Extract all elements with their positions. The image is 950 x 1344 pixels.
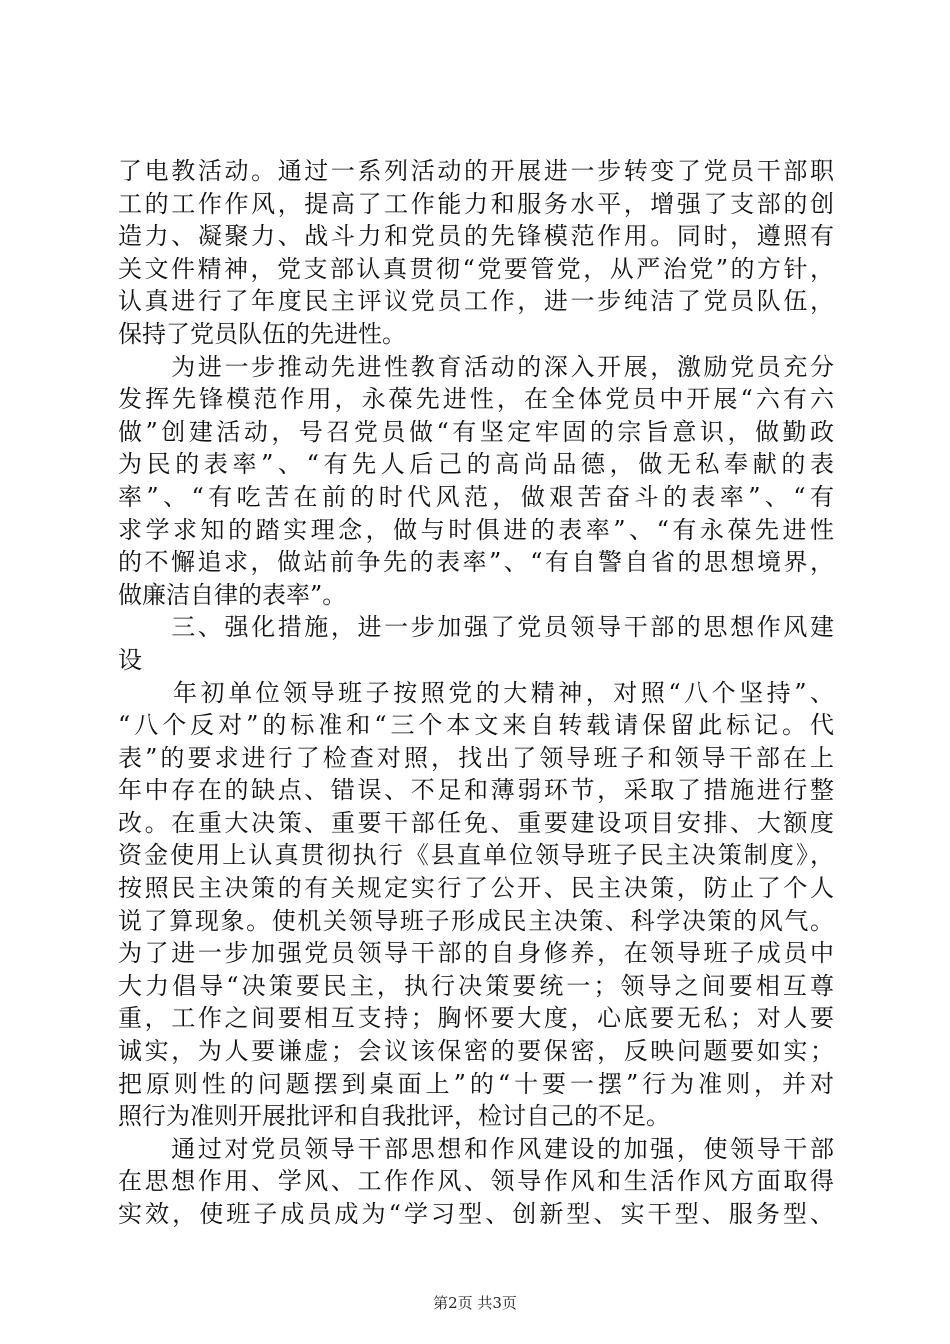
text-line: 求学求知的踏实理念，做与时俱进的表率”、“有永葆先进性 xyxy=(118,515,834,544)
text-line: 大力倡导“决策要民主，执行决策要统一；领导之间要相互尊 xyxy=(118,971,834,1000)
text-line: 做廉洁自律的表率”。 xyxy=(118,580,347,609)
text-line: 按照民主决策的有关规定实行了公开、民主决策，防止了个人 xyxy=(118,874,834,903)
text-line: 做”创建活动，号召党员做“有坚定牢固的宗旨意识，做勤政 xyxy=(118,417,834,446)
text-line: 为进一步推动先进性教育活动的深入开展，激励党员充分 xyxy=(118,352,834,381)
text-line: 年初单位领导班子按照党的大精神，对照“八个坚持”、 xyxy=(118,678,834,707)
text-line: 的不懈追求，做站前争先的表率”、“有自警自省的思想境界， xyxy=(118,548,834,577)
text-line: 工的工作作风，提高了工作能力和服务水平，增强了支部的创 xyxy=(118,189,834,218)
text-line: 说了算现象。使机关领导班子形成民主决策、科学决策的风气。 xyxy=(118,906,834,935)
text-line: 了电教活动。通过一系列活动的开展进一步转变了党员干部职 xyxy=(118,157,834,185)
text-line: 造力、凝聚力、战斗力和党员的先锋模范作用。同时，遵照有 xyxy=(118,222,834,251)
text-line: 年中存在的缺点、错误、不足和薄弱环节，采取了措施进行整 xyxy=(118,776,834,805)
text-line: 资金使用上认真贯彻执行《县直单位领导班子民主决策制度》， xyxy=(118,841,834,870)
text-line: 诚实，为人要谦虚；会议该保密的要保密，反映问题要如实； xyxy=(118,1037,834,1066)
document-body xyxy=(118,155,834,1231)
text-line: 重，工作之间要相互支持；胸怀要大度，心底要无私；对人要 xyxy=(118,1004,834,1033)
text-line: 设 xyxy=(118,645,142,674)
text-line: 把原则性的问题摆到桌面上”的“十要一摆”行为准则，并对 xyxy=(118,1069,834,1098)
page-footer: 第2页 共3页 xyxy=(433,1294,517,1312)
text-line: 发挥先锋模范作用，永葆先进性，在全体党员中开展“六有六 xyxy=(118,385,834,414)
text-line: 为了进一步加强党员领导干部的自身修养，在领导班子成员中 xyxy=(118,939,834,968)
text-line: 为民的表率”、“有先人后己的高尚品德，做无私奉献的表 xyxy=(118,450,834,479)
text-line: 三、强化措施，进一步加强了党员领导干部的思想作风建 xyxy=(118,613,834,642)
text-line: 照行为准则开展批评和自我批评，检讨自己的不足。 xyxy=(118,1102,670,1131)
text-line: 率”、“有吃苦在前的时代风范，做艰苦奋斗的表率”、“有 xyxy=(118,482,834,511)
text-line: 关文件精神，党支部认真贯彻“党要管党，从严治党”的方针， xyxy=(118,254,834,283)
text-line: 在思想作用、学风、工作作风、领导作风和生活作风方面取得 xyxy=(118,1167,834,1196)
text-line: “八个反对”的标准和“三个本文来自转载请保留此标记。代 xyxy=(118,711,834,740)
text-line: 表”的要求进行了检查对照，找出了领导班子和领导干部在上 xyxy=(118,743,834,772)
text-line: 通过对党员领导干部思想和作风建设的加强，使领导干部 xyxy=(118,1134,834,1163)
text-line: 保持了党员队伍的先进性。 xyxy=(118,319,406,348)
text-line: 认真进行了年度民主评议党员工作，进一步纯洁了党员队伍， xyxy=(118,287,834,316)
text-line: 改。在重大决策、重要干部任免、重要建设项目安排、大额度 xyxy=(118,808,834,837)
text-line: 实效，使班子成员成为“学习型、创新型、实干型、服务型、 xyxy=(118,1200,834,1228)
